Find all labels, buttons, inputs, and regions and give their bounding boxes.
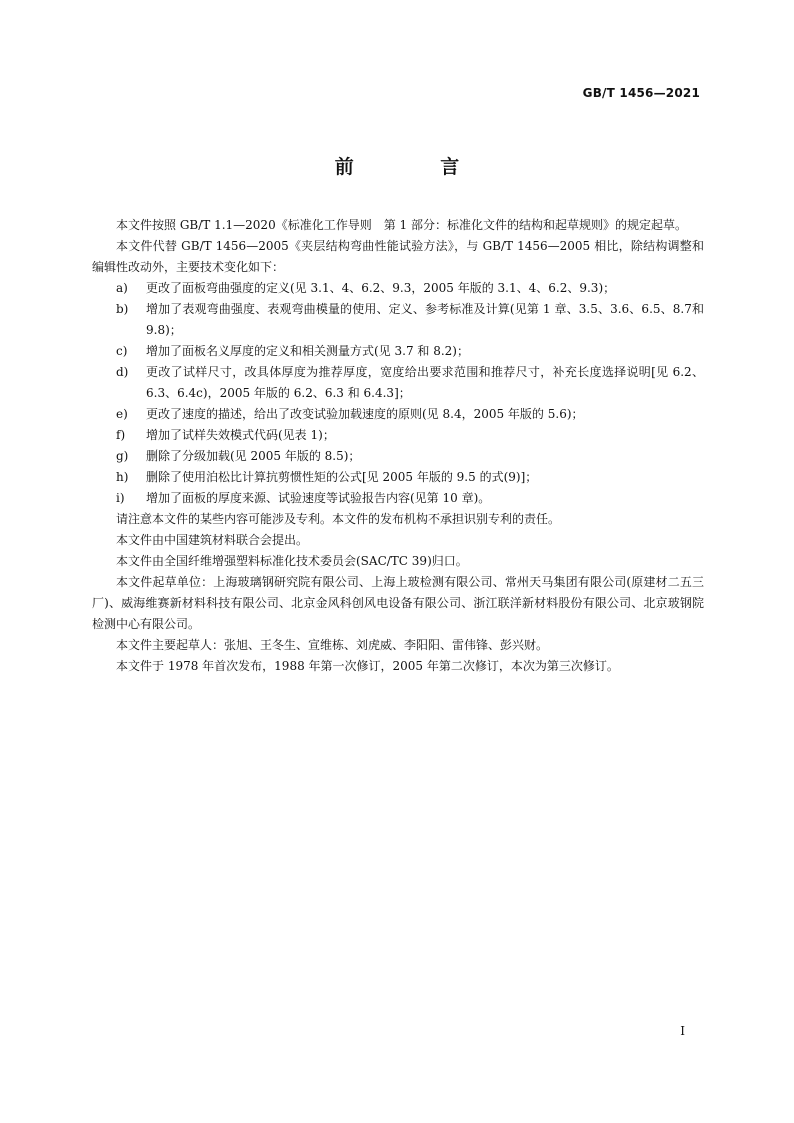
list-item	[92, 341, 704, 362]
list-item-text: 删除了分级加载(见 2005 年版的 8.5)；	[146, 449, 361, 463]
list-item-label: a)	[116, 281, 128, 295]
document-body	[92, 215, 704, 677]
page-title: 前 言	[334, 156, 500, 178]
list-item	[92, 488, 704, 509]
paragraph-committee: 本文件由全国纤维增强塑料标准化技术委员会(SAC/TC 39)归口。	[116, 554, 468, 568]
list-item-label: b)	[116, 302, 129, 316]
list-item-text: 更改了速度的描述，给出了改变试验加载速度的原则(见 8.4，2005 年版的 5.6)；	[146, 407, 584, 421]
list-item-text: 增加了面板名义厚度的定义和相关测量方式(见 3.7 和 8.2)；	[146, 344, 469, 358]
paragraph-proposer: 本文件由中国建筑材料联合会提出。	[116, 533, 309, 547]
paragraph-drafting-rules: 本文件按照 GB/T 1.1—2020《标准化工作导则 第 1 部分：标准化文件的结构和起草规则》的规定起草。	[116, 218, 687, 232]
list-item-text: 增加了面板的厚度来源、试验速度等试验报告内容(见第 10 章)。	[146, 491, 491, 505]
list-item-text: 更改了试样尺寸，改具体厚度为推荐厚度，宽度给出要求范围和推荐尺寸，补充长度选择说明[见 6.2、6.3、6.4c)，2005 年版的 6.2、6.3 和 6.4.3]；	[146, 365, 704, 400]
list-item	[92, 425, 704, 446]
list-item-text: 更改了面板弯曲强度的定义(见 3.1、4、6.2、9.3，2005 年版的 3.1、4、6.2、9.3)；	[146, 281, 616, 295]
list-item	[92, 404, 704, 425]
paragraph-replacement: 本文件代替 GB/T 1456—2005《夹层结构弯曲性能试验方法》，与 GB/T 1456—2005 相比，除结构调整和编辑性改动外，主要技术变化如下：	[92, 239, 704, 274]
paragraph-history: 本文件于 1978 年首次发布，1988 年第一次修订，2005 年第二次修订，本次为第三次修订。	[116, 659, 619, 673]
list-item-text: 增加了表观弯曲强度、表观弯曲模量的使用、定义、参考标准及计算(见第 1 章、3.5、3.6、6.5、8.7和 9.8)；	[146, 302, 704, 337]
list-item-label: d)	[116, 365, 129, 379]
paragraph-drafting-units: 本文件起草单位：上海玻璃钢研究院有限公司、上海上玻检测有限公司、常州天马集团有限公司(原建材二五三厂)、威海维赛新材料科技有限公司、北京金风科创风电设备有限公司、浙江联洋新材料股份有限公司、北京玻钢院检测中心有限公司。	[92, 575, 704, 631]
list-item-label: g)	[116, 449, 129, 463]
list-item-label: h)	[116, 470, 129, 484]
list-item	[92, 446, 704, 467]
list-item	[92, 278, 704, 299]
list-item-label: c)	[116, 344, 128, 358]
list-item-label: i)	[116, 491, 125, 505]
list-item-label: f)	[116, 428, 126, 442]
paragraph-patent-notice: 请注意本文件的某些内容可能涉及专利。本文件的发布机构不承担识别专利的责任。	[116, 512, 561, 526]
list-item	[92, 362, 704, 404]
list-item-text: 删除了使用泊松比计算抗剪惯性矩的公式[见 2005 年版的 9.5 的式(9)]；	[146, 470, 538, 484]
page-number: I	[680, 1024, 685, 1038]
standard-code: GB/T 1456—2021	[582, 86, 700, 100]
changes-list	[92, 278, 704, 509]
list-item-label: e)	[116, 407, 128, 421]
list-item	[92, 299, 704, 341]
paragraph-drafters: 本文件主要起草人：张旭、王冬生、宣维栋、刘虎威、李阳阳、雷伟锋、彭兴财。	[116, 638, 549, 652]
list-item	[92, 467, 704, 488]
list-item-text: 增加了试样失效模式代码(见表 1)；	[146, 428, 335, 442]
